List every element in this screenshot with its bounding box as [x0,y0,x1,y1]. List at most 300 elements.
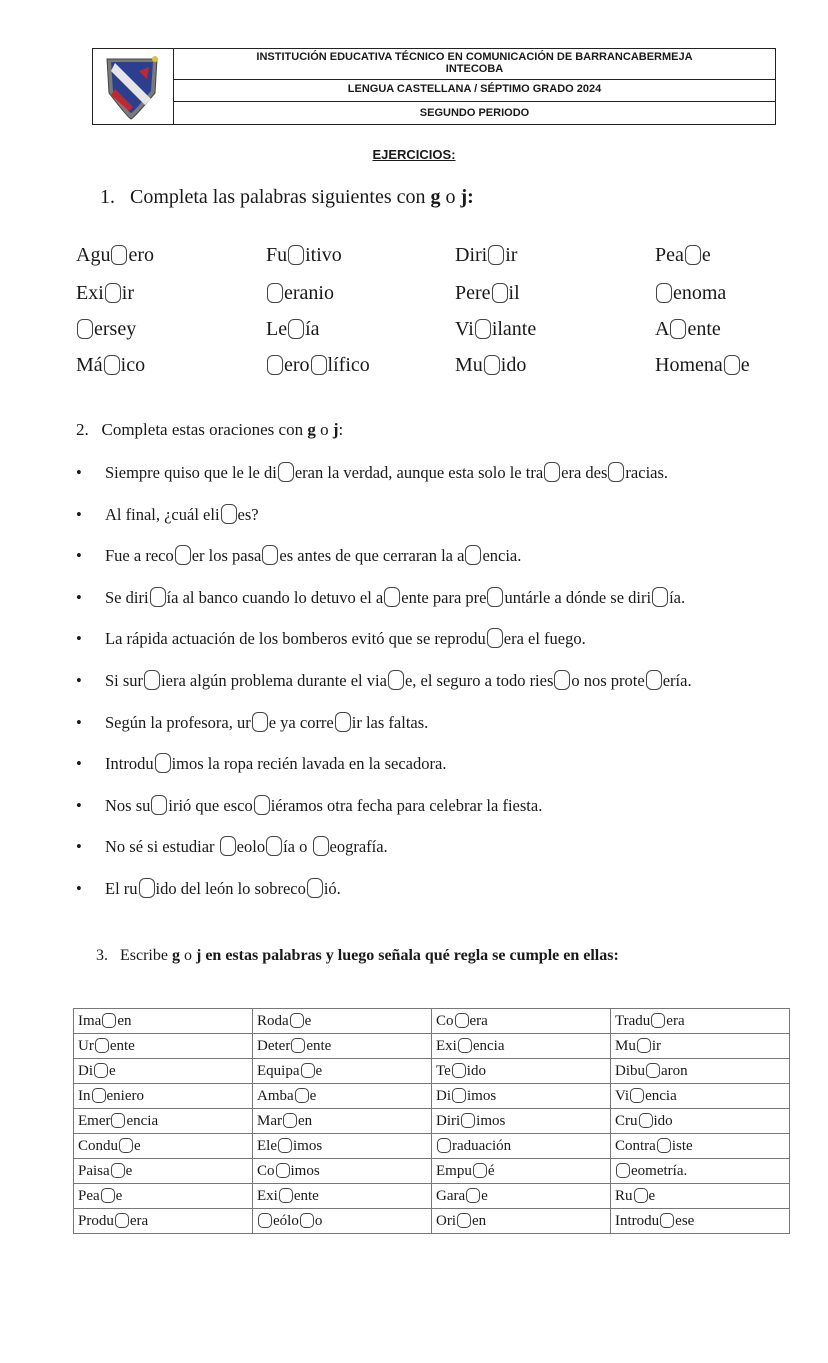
word-fragment: era des [561,463,608,482]
word-fragment: ir las faltas. [351,712,429,732]
word-fragment: Ele [257,1138,277,1154]
blank-box[interactable] [637,1038,651,1053]
blank-box[interactable] [278,1138,292,1153]
bullet: • [76,629,82,649]
table-row [74,1059,790,1084]
blank-box[interactable] [267,355,283,375]
blank-box[interactable] [283,1113,297,1128]
exercise-3-table [73,1008,790,1234]
word-fragment: Amba [257,1088,294,1104]
blank-box[interactable] [279,1188,293,1203]
fill-in-word [455,317,536,341]
word-fragment: ente [687,318,721,340]
blank-box[interactable] [258,1213,272,1228]
word-fragment: Te [436,1063,451,1079]
word-fragment: A [655,318,670,340]
word-fragment: imos [467,1088,497,1104]
word-fragment: era el fuego. [503,629,586,649]
school-name: INSTITUCIÓN EDUCATIVA TÉCNICO EN COMUNICACIÓN DE BARRANCABERMEJA INTECOBA [174,51,775,80]
word-fragment: ido [500,354,527,376]
word-fragment: eometría. [631,1163,688,1179]
word-fragment: e [134,1138,141,1154]
word-fragment: Gara [436,1188,466,1204]
word-fragment: imos [476,1113,506,1129]
word-fragment: ir [505,244,518,266]
blank-box[interactable] [105,283,121,303]
blank-box[interactable] [457,1213,471,1228]
word-fragment: Produ [78,1213,114,1229]
section-1-heading: 1. Completa las palabras siguientes con g o j: [100,186,474,208]
blank-box[interactable] [267,283,283,303]
fill-in-word [266,281,334,305]
fill-in-word [76,353,145,377]
word-fragment: Di [436,1088,451,1104]
fill-in-sentence [76,587,685,608]
fill-in-word [76,317,136,341]
word-fragment: ido [653,1113,673,1129]
word-fragment: Má [76,354,103,376]
blank-box[interactable] [101,1188,115,1203]
blank-box[interactable] [175,545,191,565]
fill-in-word [455,243,517,267]
word-fragment: eniero [106,1088,144,1104]
word-fragment: Si sur [105,671,144,690]
blank-box[interactable] [656,283,672,303]
word-fragment: imos [293,1138,323,1154]
blank-box[interactable] [670,319,686,339]
word-fragment: Pea [655,244,684,266]
word-fragment: Introdu [615,1213,660,1229]
table-cell [432,1159,611,1184]
word-fragment: Roda [257,1013,289,1029]
blank-box[interactable] [475,319,491,339]
word-fragment: aron [661,1063,688,1079]
blank-box[interactable] [660,1213,674,1228]
blank-box[interactable] [616,1163,630,1178]
table-row [74,1034,790,1059]
word-fragment: Mu [615,1038,636,1054]
word-fragment: era [469,1013,488,1029]
word-fragment: ía o [283,837,312,857]
section-3-heading: 3. Escribe g o j en estas palabras y luego señala qué regla se cumple en ellas: [96,947,619,964]
word-fragment: il [508,282,520,304]
word-fragment: ente [109,1038,135,1054]
blank-box[interactable] [652,587,668,607]
table-cell [611,1209,790,1234]
blank-box[interactable] [388,670,404,690]
word-fragment: e [740,354,750,376]
blank-box[interactable] [492,283,508,303]
fill-in-word [455,281,520,305]
word-fragment: Fue a reco [105,546,174,566]
blank-box[interactable] [634,1188,648,1203]
word-fragment: Diri [455,244,488,266]
table-cell [611,1134,790,1159]
word-fragment: Equipa [257,1063,300,1079]
word-fragment: Exi [436,1038,457,1054]
word-fragment: Condu [78,1138,119,1154]
blank-box[interactable] [288,245,304,265]
table-cell [74,1009,253,1034]
subject-line: LENGUA CASTELLANA / SÉPTIMO GRADO 2024 [174,83,775,102]
bullet: • [76,463,82,482]
word-fragment: e [481,1188,488,1204]
word-fragment: ido [466,1063,486,1079]
word-fragment: en [298,1113,313,1129]
table-cell [74,1134,253,1159]
table-cell [611,1084,790,1109]
word-fragment: Ori [436,1213,456,1229]
blank-box[interactable] [77,319,93,339]
blank-box[interactable] [452,1063,466,1078]
period-line: SEGUNDO PERIODO [419,107,530,119]
table-cell [432,1209,611,1234]
fill-in-word [655,353,750,377]
bullet: • [76,879,82,898]
fill-in-word [266,243,342,267]
fill-in-sentence [76,836,388,857]
word-fragment: e [648,1188,656,1204]
word-fragment: e [125,1163,133,1179]
word-fragment: ilante [491,318,537,340]
table-cell [74,1159,253,1184]
word-fragment: era [129,1213,149,1229]
blank-box[interactable] [220,836,236,856]
fill-in-sentence [76,462,668,483]
blank-box[interactable] [150,587,166,607]
word-fragment: Contra [615,1138,656,1154]
blank-box[interactable] [313,836,329,856]
blank-box[interactable] [307,878,323,898]
word-fragment: Exi [76,282,104,304]
bullet: • [76,504,82,524]
blank-box[interactable] [311,355,327,375]
word-fragment: Vi [455,318,474,340]
fill-in-sentence [76,878,341,899]
logo-cell [93,49,174,124]
blank-box[interactable] [657,1138,671,1153]
word-fragment: Introdu [105,754,154,774]
fill-in-sentence [76,628,586,649]
word-fragment: eografía. [329,837,388,857]
fill-in-sentence [76,795,542,816]
word-fragment: Mu [455,354,483,376]
word-fragment: raduación [452,1138,512,1154]
table-cell [253,1034,432,1059]
blank-box[interactable] [487,587,503,607]
blank-box[interactable] [608,462,624,482]
fill-in-sentence [76,504,259,525]
bullet: • [76,546,82,566]
bullet: • [76,754,82,774]
word-fragment: ero [128,244,154,266]
blank-box[interactable] [151,795,167,815]
word-fragment: Al final, ¿cuál eli [105,504,220,524]
word-fragment: Deter [257,1038,291,1054]
blank-box[interactable] [639,1113,653,1128]
word-fragment: iste [671,1138,693,1154]
table-row [74,1009,790,1034]
word-fragment: e [304,1013,312,1029]
blank-box[interactable] [144,670,160,690]
word-fragment: La rápida actuación de los bomberos evitó que se reprodu [105,629,486,649]
word-fragment: en [472,1213,487,1229]
word-fragment: Nos su [105,795,151,815]
word-fragment: ía. [669,587,686,607]
blank-box[interactable] [262,545,278,565]
table-cell [253,1059,432,1084]
word-fragment: Ur [78,1038,94,1054]
blank-box[interactable] [488,245,504,265]
table-cell [253,1184,432,1209]
table-cell [611,1009,790,1034]
blank-box[interactable] [290,1013,304,1028]
blank-box[interactable] [288,319,304,339]
table-cell [611,1059,790,1084]
word-fragment: ir [651,1038,662,1054]
table-cell [253,1084,432,1109]
word-fragment: untárle a dónde se diri [504,587,652,607]
word-fragment: é [487,1163,495,1179]
blank-box[interactable] [252,712,268,732]
word-fragment: en [117,1013,132,1029]
blank-box[interactable] [94,1063,108,1078]
blank-box[interactable] [111,245,127,265]
page-title: EJERCICIOS: [372,147,456,162]
blank-box[interactable] [458,1038,472,1053]
word-fragment: o [314,1213,323,1229]
table-cell [432,1034,611,1059]
table-row [74,1184,790,1209]
word-fragment: Ima [78,1013,102,1029]
word-fragment: Se diri [105,587,149,607]
blank-box[interactable] [455,1013,469,1028]
table-row [74,1084,790,1109]
blank-box[interactable] [115,1213,129,1228]
word-fragment: ía al banco cuando lo detuvo el a [166,587,384,607]
table-cell [74,1184,253,1209]
blank-box[interactable] [487,628,503,648]
word-fragment: encia [472,1038,505,1054]
word-fragment: e [315,1063,323,1079]
blank-box[interactable] [630,1088,644,1103]
blank-box[interactable] [254,795,270,815]
blank-box[interactable] [437,1138,451,1153]
word-fragment: Cru [615,1113,638,1129]
word-fragment: o nos prote [571,671,645,690]
word-fragment: e [309,1088,317,1104]
word-fragment: imos [290,1163,320,1179]
table-cell [253,1134,432,1159]
word-fragment: iéramos otra fecha para celebrar la fiesta. [270,795,543,815]
blank-box[interactable] [102,1013,116,1028]
word-fragment: imos la ropa recién lavada en la secadora. [171,754,447,774]
blank-box[interactable] [685,245,701,265]
word-fragment: ese [675,1213,695,1229]
word-fragment: Vi [615,1088,630,1104]
word-fragment: ico [120,354,146,376]
table-cell [611,1034,790,1059]
blank-box[interactable] [104,355,120,375]
blank-box[interactable] [155,753,171,773]
word-fragment: ir [121,282,134,304]
word-fragment: ería. [662,671,692,690]
word-fragment: eolo [236,837,266,857]
bullet: • [76,837,82,857]
word-fragment: Dibu [615,1063,645,1079]
blank-box[interactable] [646,670,662,690]
table-cell [432,1184,611,1209]
word-fragment: enoma [673,282,727,304]
word-fragment: ido del león lo sobreco [155,879,306,898]
word-fragment: Le [266,318,288,340]
table-cell [432,1084,611,1109]
word-fragment: ente [306,1038,332,1054]
word-fragment: e [115,1188,123,1204]
word-fragment: Co [436,1013,454,1029]
word-fragment: er los pasa [191,546,262,566]
blank-box[interactable] [95,1038,109,1053]
word-fragment: encia. [482,546,522,566]
word-fragment: iera algún problema durante el via [161,671,387,690]
fill-in-word [655,243,711,267]
table-cell [74,1059,253,1084]
blank-box[interactable] [461,1113,475,1128]
word-fragment: eranio [284,282,334,304]
word-fragment: lífico [327,354,370,376]
bullet: • [76,671,82,690]
blank-box[interactable] [384,587,400,607]
word-fragment: ía [305,318,320,340]
blank-box[interactable] [335,712,351,732]
word-fragment: e [701,244,711,266]
blank-box[interactable] [139,878,155,898]
table-cell [432,1059,611,1084]
blank-box[interactable] [278,462,294,482]
table-cell [611,1184,790,1209]
blank-box[interactable] [651,1013,665,1028]
word-fragment: ero [284,354,310,376]
word-fragment: e [109,1063,116,1079]
table-cell [253,1209,432,1234]
table-row [74,1109,790,1134]
word-fragment: Según la profesora, ur [105,712,251,732]
word-fragment: Ru [615,1188,633,1204]
blank-box[interactable] [554,670,570,690]
word-fragment: es? [237,504,259,524]
blank-box[interactable] [484,355,500,375]
blank-box[interactable] [646,1063,660,1078]
blank-box[interactable] [544,462,560,482]
blank-box[interactable] [465,545,481,565]
blank-box[interactable] [221,504,237,524]
bullet: • [76,712,82,732]
blank-box[interactable] [301,1063,315,1078]
document-header [92,48,776,125]
word-fragment: Pere [455,282,491,304]
word-fragment: eran la verdad, aunque esta solo le tra [294,463,544,482]
blank-box[interactable] [724,355,740,375]
table-cell [253,1009,432,1034]
word-fragment: Co [257,1163,275,1179]
table-cell [611,1159,790,1184]
word-fragment: Paisa [78,1163,110,1179]
blank-box[interactable] [291,1038,305,1053]
table-cell [253,1109,432,1134]
word-fragment: ersey [94,318,137,340]
table-row [74,1134,790,1159]
word-fragment: ente [293,1188,319,1204]
fill-in-word [76,243,154,267]
school-shield-icon [93,49,173,124]
word-fragment: Pea [78,1188,100,1204]
word-fragment: Siempre quiso que le le di [105,463,277,482]
section-2-heading: 2. Completa estas oraciones con g o j: [76,420,344,439]
blank-box[interactable] [276,1163,290,1178]
word-fragment: El ru [105,879,138,898]
word-fragment: encia [645,1088,677,1104]
word-fragment: Exi [257,1188,278,1204]
blank-box[interactable] [300,1213,314,1228]
blank-box[interactable] [119,1138,133,1153]
fill-in-word [266,353,370,377]
bullet: • [76,795,82,815]
fill-in-sentence [76,753,446,774]
word-fragment: es antes de que cerraran la a [279,546,465,566]
bullet: • [76,587,82,607]
blank-box[interactable] [111,1163,125,1178]
blank-box[interactable] [92,1088,106,1103]
table-cell [253,1159,432,1184]
blank-box[interactable] [452,1088,466,1103]
table-cell [432,1134,611,1159]
fill-in-word [655,281,726,305]
word-fragment: ente para pre [401,587,487,607]
word-fragment: e ya corre [268,712,334,732]
word-fragment: ió. [323,879,341,898]
table-cell [74,1209,253,1234]
word-fragment: e, el seguro a todo ries [404,671,554,690]
fill-in-sentence [76,670,692,691]
table-cell [432,1009,611,1034]
word-fragment: Empu [436,1163,472,1179]
fill-in-sentence [76,545,521,566]
table-cell [74,1084,253,1109]
fill-in-word [455,353,526,377]
word-fragment: Fu [266,244,288,266]
table-row [74,1159,790,1184]
word-fragment: encia [126,1113,159,1129]
fill-in-sentence [76,712,428,733]
word-fragment: No sé si estudiar [105,837,219,857]
table-cell [611,1109,790,1134]
blank-box[interactable] [473,1163,487,1178]
word-fragment: Di [78,1063,93,1079]
blank-box[interactable] [295,1088,309,1103]
word-fragment: era [666,1013,685,1029]
blank-box[interactable] [111,1113,125,1128]
word-fragment: Mar [257,1113,282,1129]
word-fragment: Homena [655,354,723,376]
table-cell [74,1109,253,1134]
word-fragment: Diri [436,1113,461,1129]
word-fragment: itivo [305,244,342,266]
word-fragment: In [78,1088,91,1104]
table-cell [432,1109,611,1134]
blank-box[interactable] [466,1188,480,1203]
word-fragment: Emer [78,1113,111,1129]
blank-box[interactable] [266,836,282,856]
